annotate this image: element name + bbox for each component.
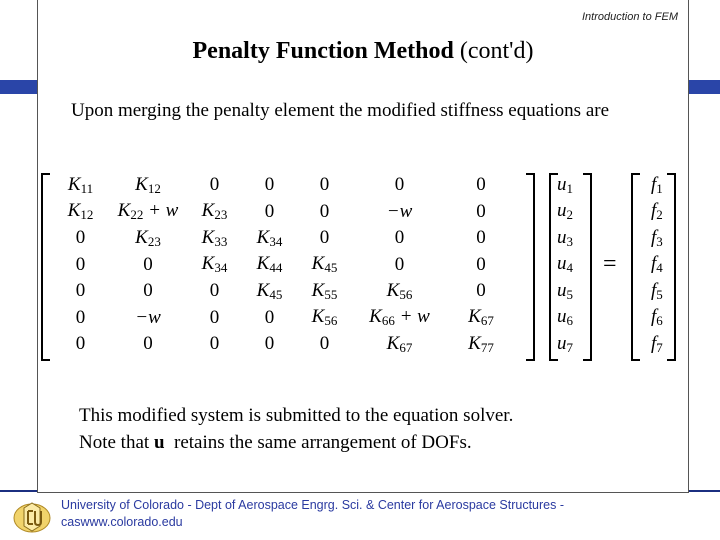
entry-symbol: K — [311, 279, 325, 301]
u-vector-entry — [557, 199, 573, 226]
entry-text: 0 — [143, 280, 153, 302]
entry-subscript: 77 — [480, 339, 494, 355]
entry-symbol: K — [67, 173, 81, 195]
matrix-entry — [447, 278, 515, 305]
matrix-entry — [447, 225, 515, 252]
entry-text: 0 — [75, 253, 86, 275]
entry-text: 0 — [75, 333, 86, 355]
entry-symbol: u — [557, 332, 567, 354]
entry-symbol: K — [201, 253, 215, 275]
matrix-entry — [52, 199, 109, 226]
f-vector-entry — [651, 278, 663, 305]
matrix-entry — [242, 225, 297, 252]
matrix-row — [52, 278, 515, 305]
entry-subscript: 12 — [80, 207, 94, 223]
matrix-entry — [242, 278, 297, 305]
header-tag: Introduction to FEM — [582, 11, 678, 23]
closing-line-1: This modified system is submitted to the equation solver. — [79, 405, 514, 426]
entry-symbol: f — [651, 200, 657, 222]
matrix-entry — [297, 278, 352, 305]
matrix-entry — [447, 172, 515, 199]
f-vector-row — [651, 331, 663, 358]
entry-subscript: 23 — [214, 207, 228, 223]
footer-line-2: caswww.colorado.edu — [61, 515, 183, 529]
intro-text: Upon merging the penalty element the modified stiffness equations are — [71, 100, 610, 121]
entry-subscript: 7 — [566, 339, 573, 355]
entry-subscript: 1 — [656, 180, 663, 196]
entry-subscript: 12 — [147, 180, 161, 196]
entry-symbol: K — [135, 226, 148, 248]
matrix-entry — [242, 172, 297, 199]
matrix-entry — [242, 199, 297, 226]
matrix-entry — [447, 199, 515, 226]
slide — [37, 0, 689, 493]
entry-subscript: 34 — [269, 233, 283, 249]
entry-symbol: f — [651, 306, 657, 328]
u-vector-entry — [557, 225, 573, 252]
u-vector-entry — [557, 172, 573, 199]
entry-subscript: 66 — [381, 313, 395, 329]
entry-subscript: 1 — [566, 180, 573, 196]
slide-title — [38, 38, 688, 65]
entry-text: 0 — [143, 333, 153, 355]
matrix-entry — [187, 305, 242, 332]
entry-subscript: 3 — [566, 233, 573, 249]
matrix-entry — [242, 305, 297, 332]
entry-subscript: 23 — [147, 233, 161, 249]
entry-symbol: f — [651, 253, 657, 275]
matrix-right-bracket — [526, 173, 535, 361]
footer-text — [61, 497, 661, 531]
entry-text: 0 — [394, 227, 405, 249]
entry-text: 0 — [476, 174, 486, 196]
matrix-row — [52, 172, 515, 199]
entry-text: 0 — [394, 253, 405, 275]
u-vector-entry — [557, 305, 573, 332]
f-vector-row — [651, 225, 663, 252]
f-vector-entry — [651, 225, 663, 252]
entry-symbol: K — [468, 306, 481, 328]
f-vector-row — [651, 305, 663, 332]
matrix-entry — [352, 305, 447, 332]
u-vector-row — [557, 252, 573, 279]
f-vector-entry — [651, 331, 663, 358]
footer-line-1: University of Colorado - Dept of Aerospace Engrg. Sci. & Center for Aerospace Structures - — [61, 498, 565, 512]
matrix-entry — [52, 252, 109, 279]
matrix-entry — [447, 305, 515, 332]
entry-subscript: 2 — [656, 207, 663, 223]
matrix-entry — [52, 305, 109, 332]
entry-subscript: 4 — [566, 260, 573, 276]
matrix-entry — [352, 172, 447, 199]
matrix-entry — [352, 199, 447, 226]
cu-logo-icon — [12, 500, 52, 534]
f-vector-row — [651, 199, 663, 226]
matrix-entry — [109, 331, 187, 358]
f-vector-row — [651, 172, 663, 199]
u-vector-row — [557, 331, 573, 358]
entry-text: 0 — [394, 174, 405, 196]
entry-symbol: K — [201, 200, 215, 222]
entry-subscript: 5 — [566, 286, 573, 302]
matrix-entry — [109, 199, 187, 226]
entry-text: 0 — [143, 253, 153, 275]
matrix-entry — [52, 331, 109, 358]
matrix-row — [52, 252, 515, 279]
entry-symbol: u — [557, 279, 567, 301]
entry-subscript: 56 — [399, 286, 413, 302]
entry-symbol: K — [67, 200, 81, 222]
entry-symbol: K — [256, 226, 270, 248]
entry-text: 0 — [319, 200, 330, 222]
entry-text: 0 — [264, 306, 275, 328]
entry-text: 0 — [75, 306, 86, 328]
matrix-entry — [242, 331, 297, 358]
entry-subscript: 7 — [656, 339, 663, 355]
footer — [0, 494, 720, 540]
matrix-entry — [352, 278, 447, 305]
matrix-entry — [109, 172, 187, 199]
entry-symbol: K — [256, 279, 270, 301]
entry-symbol: u — [557, 253, 567, 275]
entry-text: 0 — [476, 253, 486, 275]
entry-subscript: 55 — [324, 286, 338, 302]
matrix-entry — [109, 278, 187, 305]
entry-symbol: f — [651, 226, 657, 248]
matrix-entry — [109, 225, 187, 252]
matrix-entry — [187, 331, 242, 358]
u-vector-entries — [557, 172, 573, 358]
entry-symbol: u — [557, 173, 567, 195]
entry-subscript: 2 — [566, 207, 573, 223]
entry-subscript: 45 — [324, 260, 338, 276]
matrix-row — [52, 199, 515, 226]
title-main: Penalty Function Method — [192, 38, 454, 64]
matrix-entry — [447, 331, 515, 358]
f-vector-entry — [651, 305, 663, 332]
f-right-bracket — [667, 173, 676, 361]
matrix-entry — [297, 172, 352, 199]
matrix-entry — [187, 278, 242, 305]
matrix-entry — [52, 172, 109, 199]
f-left-bracket — [631, 173, 640, 361]
entry-subscript: 67 — [480, 313, 494, 329]
matrix-entry — [297, 252, 352, 279]
entry-symbol: K — [386, 279, 400, 301]
entry-subscript: 33 — [214, 233, 228, 249]
f-vector-entry — [651, 252, 663, 279]
matrix-entry — [297, 199, 352, 226]
matrix-entry — [297, 331, 352, 358]
entry-subscript: 3 — [656, 233, 663, 249]
u-vector-entry — [557, 278, 573, 305]
f-vector-entry — [651, 199, 663, 226]
entry-symbol: K — [201, 226, 215, 248]
u-vector-row — [557, 199, 573, 226]
equation-system — [41, 171, 685, 361]
entry-text: 0 — [476, 280, 486, 302]
entry-text: −w — [386, 200, 413, 222]
u-vector-row — [557, 225, 573, 252]
entry-symbol: u — [557, 200, 567, 222]
matrix-entry — [297, 305, 352, 332]
entry-symbol: K — [386, 332, 400, 354]
entry-symbol: K — [468, 332, 481, 354]
matrix-entry — [52, 278, 109, 305]
matrix-entry — [187, 172, 242, 199]
entry-symbol: u — [557, 226, 567, 248]
matrix-left-bracket — [41, 173, 50, 361]
matrix-row — [52, 225, 515, 252]
f-vector — [631, 171, 677, 361]
f-vector-row — [651, 252, 663, 279]
u-vector-row — [557, 278, 573, 305]
closing-text — [79, 402, 659, 456]
u-right-bracket — [583, 173, 592, 361]
u-vector-entry — [557, 252, 573, 279]
entry-text: 0 — [319, 227, 330, 249]
u-vector-row — [557, 172, 573, 199]
matrix-entry — [187, 252, 242, 279]
entry-symbol: K — [311, 306, 325, 328]
entry-subscript: 56 — [324, 313, 338, 329]
entry-subscript: 44 — [269, 260, 283, 276]
entry-text: 0 — [75, 280, 86, 302]
entry-text: 0 — [209, 333, 220, 355]
f-vector-entry — [651, 172, 663, 199]
entry-symbol: f — [651, 279, 657, 301]
entry-subscript: 67 — [399, 339, 413, 355]
entry-symbol: f — [651, 332, 657, 354]
entry-symbol: K — [135, 173, 148, 195]
matrix-row — [52, 331, 515, 358]
entry-text: 0 — [319, 174, 330, 196]
matrix-entry — [352, 225, 447, 252]
matrix-entry — [242, 252, 297, 279]
entry-subscript: 22 — [130, 207, 144, 223]
matrix-row — [52, 305, 515, 332]
matrix-grid — [52, 172, 515, 358]
entry-subscript: 5 — [656, 286, 663, 302]
entry-text: 0 — [264, 200, 275, 222]
closing-line-2-pre: Note that — [79, 432, 154, 453]
matrix-entry — [52, 225, 109, 252]
entry-text: 0 — [209, 280, 220, 302]
entry-subscript: 11 — [80, 180, 94, 196]
matrix-entry — [187, 199, 242, 226]
f-vector-entries — [651, 172, 663, 358]
entry-tail: + w — [143, 200, 179, 222]
matrix-entry — [109, 305, 187, 332]
entry-text: 0 — [476, 200, 486, 222]
matrix-entry — [297, 225, 352, 252]
stiffness-matrix — [41, 171, 537, 361]
closing-line-2-bold: u — [153, 432, 165, 453]
entry-symbol: u — [557, 306, 567, 328]
entry-subscript: 6 — [566, 313, 573, 329]
u-vector-entry — [557, 331, 573, 358]
entry-symbol: K — [311, 253, 325, 275]
entry-text: −w — [135, 306, 161, 328]
entry-symbol: K — [369, 306, 382, 328]
u-vector — [549, 171, 593, 361]
entry-text: 0 — [75, 227, 86, 249]
entry-subscript: 45 — [269, 286, 283, 302]
matrix-entry — [447, 252, 515, 279]
matrix-entry — [352, 252, 447, 279]
entry-subscript: 34 — [214, 260, 228, 276]
entry-text: 0 — [264, 174, 275, 196]
matrix-entry — [109, 252, 187, 279]
closing-line-2-post: retains the same arrangement of DOFs. — [164, 432, 472, 453]
f-vector-row — [651, 278, 663, 305]
entry-text: 0 — [209, 306, 220, 328]
entry-text: 0 — [209, 174, 220, 196]
title-cont: (cont'd) — [459, 38, 534, 64]
entry-text: 0 — [319, 333, 330, 355]
matrix-entry — [187, 225, 242, 252]
entry-text: 0 — [264, 333, 275, 355]
entry-subscript: 4 — [656, 260, 663, 276]
entry-subscript: 6 — [656, 313, 663, 329]
entry-symbol: K — [117, 200, 131, 222]
equals-sign: = — [603, 251, 617, 277]
entry-symbol: K — [256, 253, 270, 275]
closing-line-2 — [79, 429, 659, 456]
u-vector-row — [557, 305, 573, 332]
matrix-entry — [352, 331, 447, 358]
entry-text: 0 — [476, 227, 486, 249]
entry-symbol: f — [651, 173, 657, 195]
entry-tail: + w — [394, 306, 430, 328]
